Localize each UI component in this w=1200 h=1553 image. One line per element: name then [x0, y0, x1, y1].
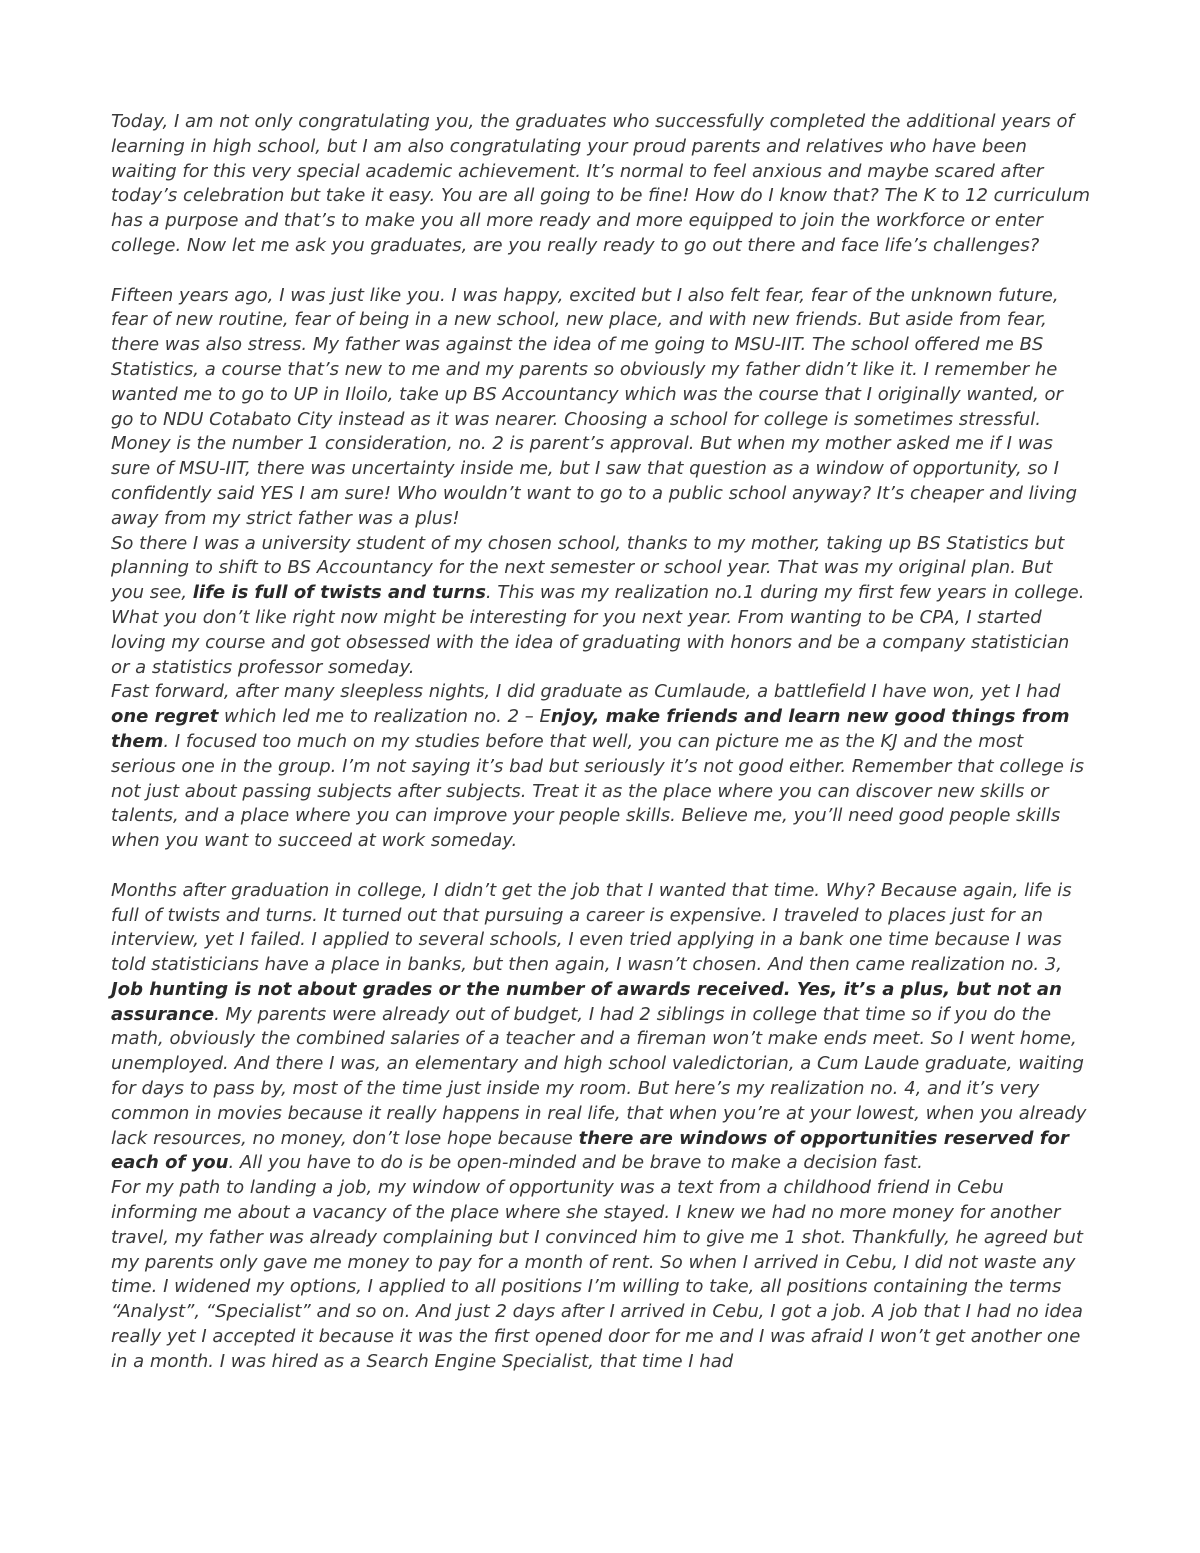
paragraph-spacer: [111, 854, 1091, 879]
emphasis-run: Job hunting is not about grades or the number of awards received. Yes, it’s a plus, but not an assurance: [111, 978, 1062, 1025]
paragraph-run: Fast forward, after many sleepless nights, I did graduate as Cumlaude, a battlefield I have won, yet I had: [111, 681, 1061, 703]
emphasis-run: one regret: [111, 706, 219, 728]
paragraph-run: . I focused too much on my studies before that well, you can picture me as the KJ and the most serious one in the group. I’m not saying it’s bad but seriously it’s not good either. Remember that college is not just about passing subjects after subjects. Treat it as the place where you can discover new skills or talents, and a place where you can improve your people skills. Believe me, you’ll need good people skills when you want to succeed at work someday.: [111, 730, 1085, 852]
paragraph-run: Months after graduation in college, I didn’t get the job that I wanted that time. Why? Because again, life is full of twists and turns. It turned out that pursuing a career is expensive. I traveled to places just for an interview, yet I failed. I applied to several schools, I even tried applying in a bank one time because I was told statisticians have a place in banks, but then again, I wasn’t chosen. And then came realization no. 3,: [111, 879, 1072, 976]
paragraph-run: . My parents were already out of budget, I had 2 siblings in college that time so if you do the math, obviously the combined salaries of a teacher and a fireman won’t make ends meet. So I went home, unemployed. And there I was, an elementary and high school valedictorian, a Cum Laude graduate, waiting for days to pass by, most of the time just inside my room. But here’s my realization no. 4, and it’s very common in movies because it really happens in real life, that when you’re at your lowest, when you already lack resources, no money, don’t lose hope because: [111, 1003, 1087, 1149]
paragraph-2: [111, 284, 1091, 532]
paragraph-run: which led me to realization no. 2 – E: [218, 706, 551, 728]
emphasis-run: life is full of twists and turns: [192, 582, 486, 604]
paragraph-5: [111, 879, 1091, 1177]
paragraph-run: . All you have to do is be open-minded and be brave to make a decision fast.: [228, 1152, 923, 1174]
paragraph-3: [111, 532, 1091, 681]
emphasis-run: njoy, make friends and learn new good things from them: [111, 706, 1070, 752]
paragraph-spacer: [111, 259, 1091, 284]
paragraph-run: Fifteen years ago, I was just like you. I was happy, excited but I also felt fear, fear of the unknown future, fear of new routine, fear of being in a new school, new place, and with new friends. But aside from fear, there was also stress. My father was against the idea of me going to MSU-IIT. The school offered me BS Statistics, a course that’s new to me and my parents so obviously my father didn’t like it. I remember he wanted me to go to UP in Iloilo, take up BS Accountancy which was the course that I originally wanted, or go to NDU Cotabato City instead as it was nearer. Choosing a school for college is sometimes stressful. Money is the number 1 consideration, no. 2 is parent’s approval. But when my mother asked me if I was sure of MSU-IIT, there was uncertainty inside me, but I saw that question as a window of opportunity, so I confidently said YES I am sure! Who wouldn’t want to go to a public school anyway? It’s cheaper and living away from my strict father was a plus!: [111, 284, 1078, 529]
paragraph-4: [111, 680, 1091, 854]
paragraph-6: [111, 1176, 1091, 1374]
paragraph-run: For my path to landing a job, my window of opportunity was a text from a childhood friend in Cebu informing me about a vacancy of the place where she stayed. I knew we had no more money for another travel, my father was already complaining but I convinced him to give me 1 shot. Thankfully, he agreed but my parents only gave me money to pay for a month of rent. So when I arrived in Cebu, I did not waste any time. I widened my options, I applied to all positions I’m willing to take, all positions containing the terms “Analyst”, “Specialist” and so on. And just 2 days after I arrived in Cebu, I got a job. A job that I had no idea really yet I accepted it because it was the first opened door for me and I was afraid I won’t get another one in a month. I was hired as a Search Engine Specialist, that time I had: [111, 1177, 1083, 1372]
speech-body: [111, 110, 1091, 1375]
paragraph-run: . This was my realization no.1 during my first few years in college. What you don’t like right now might be interesting for you next year. From wanting to be CPA, I started loving my course and got obsessed with the idea of graduating with honors and be a company statistician or a statistics professor someday.: [111, 582, 1085, 678]
paragraph-1: [111, 110, 1091, 259]
paragraph-run: So there I was a university student of my chosen school, thanks to my mother, taking up BS Statistics but planning to shift to BS Accountancy for the next semester or school year. That was my original plan. But you see,: [111, 532, 1065, 604]
paragraph-run: Today, I am not only congratulating you, the graduates who successfully completed the additional years of learning in high school, but I am also congratulating your proud parents and relatives who have been waiting for this very special academic achievement. It’s normal to feel anxious and maybe scared after today’s celebration but take it easy. You are all going to be fine! How do I know that? The K to 12 curriculum has a purpose and that’s to make you all more ready and more equipped to join the workforce or enter college. Now let me ask you graduates, are you really ready to go out there and face life’s challenges?: [111, 111, 1090, 256]
emphasis-run: there are windows of opportunities reserved for each of you: [111, 1127, 1069, 1174]
